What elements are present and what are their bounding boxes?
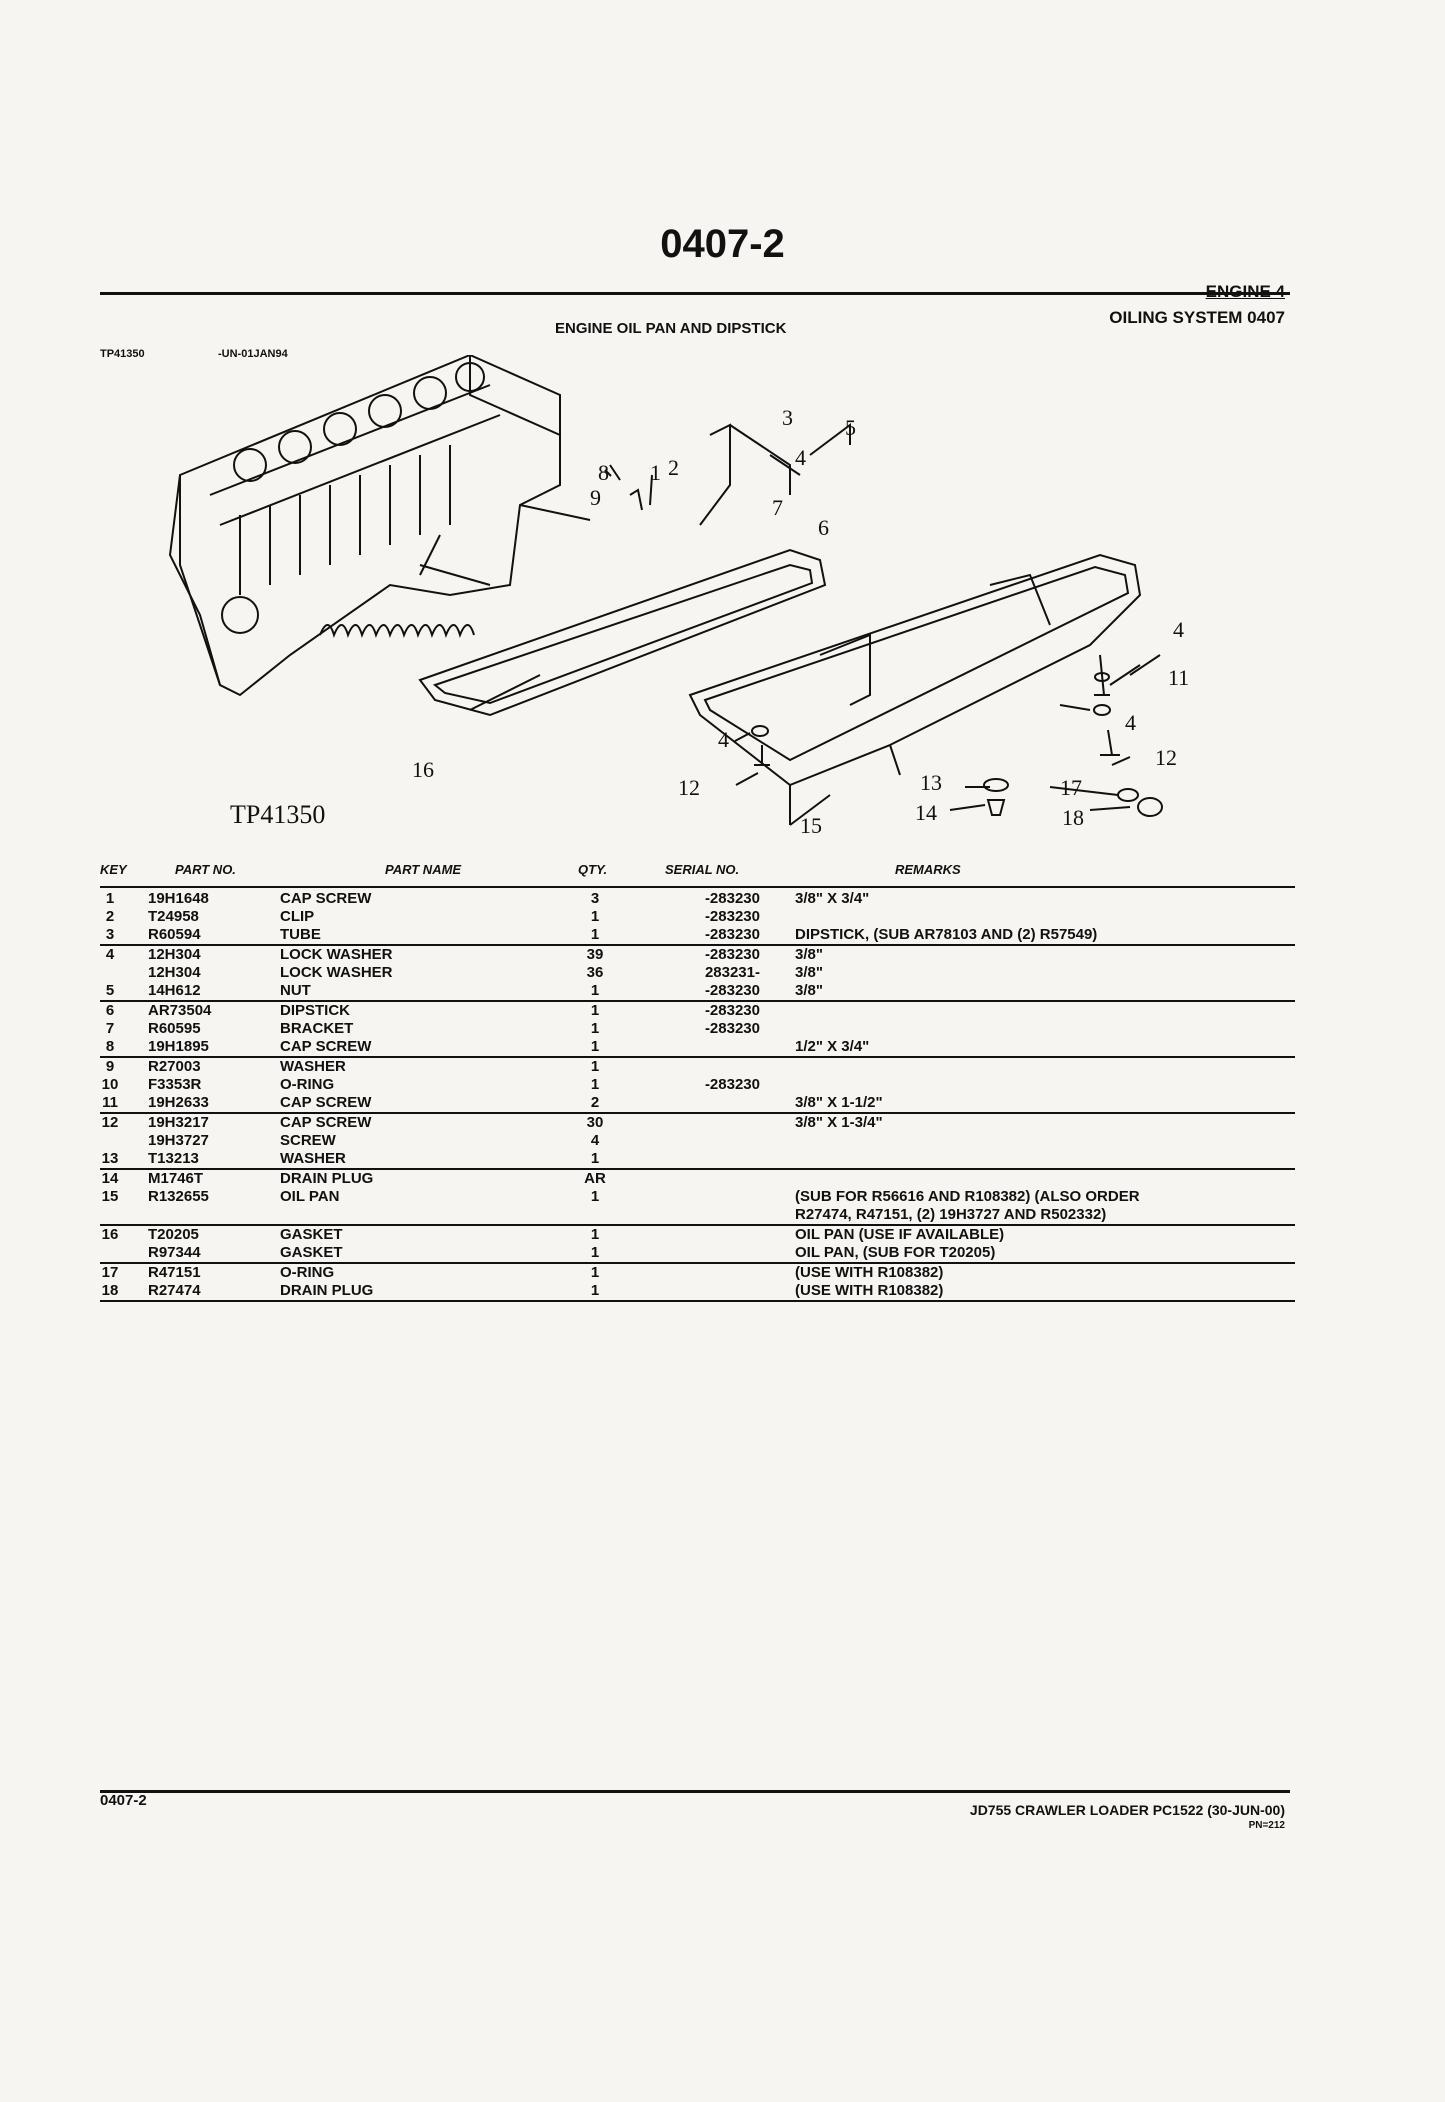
cell-key: 11 bbox=[102, 1094, 118, 1111]
cell-remarks: 3/8" X 3/4" bbox=[795, 890, 870, 907]
parts-table bbox=[100, 890, 1295, 1302]
callout-5: 5 bbox=[845, 415, 856, 440]
cell-part: R27003 bbox=[148, 1058, 201, 1075]
cell-part: 12H304 bbox=[148, 946, 201, 963]
cell-name: GASKET bbox=[280, 1244, 343, 1261]
page-title: ENGINE OIL PAN AND DIPSTICK bbox=[555, 320, 787, 337]
cell-part: 19H1895 bbox=[148, 1038, 209, 1055]
cell-qty: 1 bbox=[590, 1150, 600, 1167]
cell-qty: 2 bbox=[590, 1094, 600, 1111]
cell-qty: 3 bbox=[590, 890, 600, 907]
table-row bbox=[100, 1226, 1295, 1244]
cell-name: O-RING bbox=[280, 1264, 335, 1281]
figure-code: TP41350 bbox=[100, 348, 145, 360]
table-row bbox=[100, 1170, 1295, 1188]
cell-name: TUBE bbox=[280, 926, 321, 943]
table-row bbox=[100, 1188, 1295, 1206]
footer-page-number: 0407-2 bbox=[100, 1792, 147, 1809]
cell-qty: 1 bbox=[590, 1058, 600, 1075]
cell-name: OIL PAN bbox=[280, 1188, 340, 1205]
cell-key: 17 bbox=[101, 1264, 119, 1281]
cell-key: 6 bbox=[105, 1002, 115, 1019]
cell-name: CAP SCREW bbox=[280, 1038, 372, 1055]
table-row bbox=[100, 1002, 1295, 1020]
callout-4d: 4 bbox=[718, 727, 729, 752]
table-row bbox=[100, 1132, 1295, 1150]
cell-remarks: 1/2" X 3/4" bbox=[795, 1038, 870, 1055]
cell-serial: -283230 bbox=[704, 1020, 760, 1037]
cell-part: R27474 bbox=[148, 1282, 201, 1299]
cell-part: M1746T bbox=[148, 1170, 204, 1187]
cell-qty: 4 bbox=[590, 1132, 600, 1149]
callout-11: 11 bbox=[1168, 665, 1190, 690]
cell-name: CAP SCREW bbox=[280, 890, 372, 907]
diagram-drawing bbox=[90, 355, 1200, 845]
gasket-illustration bbox=[420, 550, 825, 715]
cell-name: WASHER bbox=[280, 1058, 346, 1075]
col-remarks: REMARKS bbox=[895, 862, 961, 877]
cell-part: 12H304 bbox=[148, 964, 201, 981]
cell-name: CAP SCREW bbox=[280, 1094, 372, 1111]
cell-part: R60595 bbox=[148, 1020, 201, 1037]
cell-key: 18 bbox=[101, 1282, 119, 1299]
cell-name: BRACKET bbox=[280, 1020, 354, 1037]
table-row bbox=[100, 1038, 1295, 1058]
cell-name: DIPSTICK bbox=[280, 1002, 351, 1019]
cell-serial: -283230 bbox=[704, 1076, 760, 1093]
cell-serial: -283230 bbox=[704, 890, 760, 907]
col-part-no: PART NO. bbox=[175, 862, 236, 877]
callout-17: 17 bbox=[1060, 775, 1082, 800]
cell-remarks: (USE WITH R108382) bbox=[795, 1282, 944, 1299]
table-top-rule bbox=[100, 886, 1295, 888]
cell-key: 5 bbox=[105, 982, 115, 999]
cell-key: 3 bbox=[105, 926, 115, 943]
cell-part: F3353R bbox=[148, 1076, 202, 1093]
cell-key: 8 bbox=[105, 1038, 115, 1055]
cell-part: 14H612 bbox=[148, 982, 201, 999]
cell-remarks: 3/8" X 1-3/4" bbox=[795, 1114, 883, 1131]
cell-qty: 1 bbox=[590, 982, 600, 999]
cell-qty: 30 bbox=[586, 1114, 604, 1131]
cell-qty: 1 bbox=[590, 1244, 600, 1261]
table-row bbox=[100, 1020, 1295, 1038]
table-row bbox=[100, 1282, 1295, 1302]
table-row bbox=[100, 1150, 1295, 1170]
table-row bbox=[100, 1206, 1295, 1226]
callout-4c: 4 bbox=[1125, 710, 1136, 735]
cell-part: AR73504 bbox=[148, 1002, 212, 1019]
cell-part: 19H2633 bbox=[148, 1094, 209, 1111]
cell-key: 7 bbox=[105, 1020, 115, 1037]
small-parts-illustration bbox=[752, 655, 1162, 816]
col-serial-no: SERIAL NO. bbox=[665, 862, 740, 877]
footer-page-code: PN=212 bbox=[1248, 1820, 1285, 1831]
cell-remarks: 3/8" bbox=[795, 946, 823, 963]
callout-4: 4 bbox=[795, 445, 806, 470]
cell-qty: 1 bbox=[590, 1076, 600, 1093]
cell-remarks: (USE WITH R108382) bbox=[795, 1264, 944, 1281]
cell-qty: 1 bbox=[590, 1002, 600, 1019]
cell-qty: 1 bbox=[590, 1188, 600, 1205]
cell-qty: 39 bbox=[586, 946, 604, 963]
cell-key: 2 bbox=[105, 908, 115, 925]
cell-qty: 1 bbox=[590, 1282, 600, 1299]
dipstick-illustration bbox=[520, 425, 850, 525]
cell-key: 16 bbox=[101, 1226, 119, 1243]
cell-name: LOCK WASHER bbox=[280, 964, 393, 981]
cell-name: GASKET bbox=[280, 1226, 343, 1243]
footer-rule bbox=[100, 1790, 1290, 1793]
cell-qty: 1 bbox=[590, 1020, 600, 1037]
cell-qty: 1 bbox=[590, 908, 600, 925]
cell-qty: 1 bbox=[590, 1038, 600, 1055]
callout-16: 16 bbox=[412, 757, 434, 782]
cell-part: T13213 bbox=[148, 1150, 199, 1167]
cell-key: 1 bbox=[105, 890, 115, 907]
cell-remarks: 3/8" bbox=[795, 964, 823, 981]
col-part-name: PART NAME bbox=[385, 862, 462, 877]
cell-name: O-RING bbox=[280, 1076, 335, 1093]
table-row bbox=[100, 1114, 1295, 1132]
cell-part: T20205 bbox=[148, 1226, 199, 1243]
footer-machine: JD755 CRAWLER LOADER PC1522 (30-JUN-00) bbox=[969, 1802, 1285, 1818]
callout-12b: 12 bbox=[678, 775, 700, 800]
cell-serial: -283230 bbox=[704, 946, 760, 963]
cell-remarks: OIL PAN, (SUB FOR T20205) bbox=[795, 1244, 996, 1261]
cell-qty: 1 bbox=[590, 1264, 600, 1281]
table-row bbox=[100, 982, 1295, 1002]
cell-name: WASHER bbox=[280, 1150, 346, 1167]
table-row bbox=[100, 1264, 1295, 1282]
callout-9: 9 bbox=[590, 485, 601, 510]
cell-remarks: R27474, R47151, (2) 19H3727 AND R502332) bbox=[795, 1206, 1107, 1223]
cell-remarks: 3/8" X 1-1/2" bbox=[795, 1094, 883, 1111]
callout-4b: 4 bbox=[1173, 617, 1184, 642]
cell-serial: 283231- bbox=[704, 964, 760, 981]
exploded-diagram bbox=[90, 355, 1200, 845]
cell-key: 4 bbox=[105, 946, 115, 963]
callout-2: 2 bbox=[668, 455, 679, 480]
figure-label: TP41350 bbox=[230, 800, 326, 829]
section-engine: ENGINE 4 bbox=[1205, 282, 1285, 301]
cell-key: 13 bbox=[101, 1150, 119, 1167]
callout-18: 18 bbox=[1062, 805, 1084, 830]
cell-part: R97344 bbox=[148, 1244, 201, 1261]
callout-12: 12 bbox=[1155, 745, 1177, 770]
cell-qty: AR bbox=[584, 1170, 606, 1187]
callout-1: 1 bbox=[650, 460, 661, 485]
callout-6: 6 bbox=[818, 515, 829, 540]
cell-remarks: 3/8" bbox=[795, 982, 823, 999]
table-row bbox=[100, 964, 1295, 982]
cell-key: 14 bbox=[101, 1170, 119, 1187]
cell-name: LOCK WASHER bbox=[280, 946, 393, 963]
table-row bbox=[100, 926, 1295, 946]
cell-qty: 1 bbox=[590, 926, 600, 943]
header-rule bbox=[100, 292, 1290, 295]
table-row bbox=[100, 946, 1295, 964]
callout-14: 14 bbox=[915, 800, 937, 825]
cell-name: DRAIN PLUG bbox=[280, 1282, 374, 1299]
section-oiling: OILING SYSTEM 0407 bbox=[1109, 308, 1285, 327]
callout-13: 13 bbox=[920, 770, 942, 795]
cell-name: NUT bbox=[280, 982, 311, 999]
cell-name: SCREW bbox=[280, 1132, 336, 1149]
callout-15: 15 bbox=[800, 813, 822, 838]
cell-serial: -283230 bbox=[704, 982, 760, 999]
page-number: 0407-2 bbox=[660, 222, 785, 266]
cell-qty: 36 bbox=[586, 964, 604, 981]
cell-qty: 1 bbox=[590, 1226, 600, 1243]
cell-name: CAP SCREW bbox=[280, 1114, 372, 1131]
table-row bbox=[100, 1076, 1295, 1094]
callout-3: 3 bbox=[782, 405, 793, 430]
table-row bbox=[100, 1244, 1295, 1264]
callout-7: 7 bbox=[772, 495, 783, 520]
cell-part: 19H3217 bbox=[148, 1114, 209, 1131]
col-qty: QTY. bbox=[578, 862, 608, 877]
cell-part: T24958 bbox=[148, 908, 199, 925]
cell-remarks: OIL PAN (USE IF AVAILABLE) bbox=[795, 1226, 1005, 1243]
engine-block-illustration bbox=[170, 355, 560, 695]
cell-part: 19H1648 bbox=[148, 890, 209, 907]
callout-8: 8 bbox=[598, 460, 609, 485]
col-key: KEY bbox=[100, 862, 127, 877]
figure-date: -UN-01JAN94 bbox=[218, 348, 288, 360]
table-row bbox=[100, 908, 1295, 926]
cell-part: 19H3727 bbox=[148, 1132, 209, 1149]
cell-part: R132655 bbox=[148, 1188, 209, 1205]
cell-key: 9 bbox=[105, 1058, 115, 1075]
cell-part: R47151 bbox=[148, 1264, 201, 1281]
cell-remarks: DIPSTICK, (SUB AR78103 AND (2) R57549) bbox=[795, 926, 1098, 943]
table-row bbox=[100, 1094, 1295, 1114]
cell-name: DRAIN PLUG bbox=[280, 1170, 374, 1187]
cell-key: 12 bbox=[101, 1114, 119, 1131]
cell-part: R60594 bbox=[148, 926, 201, 943]
table-row bbox=[100, 1058, 1295, 1076]
cell-serial: -283230 bbox=[704, 926, 760, 943]
cell-key: 10 bbox=[101, 1076, 119, 1093]
cell-serial: -283230 bbox=[704, 1002, 760, 1019]
table-row bbox=[100, 890, 1295, 908]
cell-name: CLIP bbox=[280, 908, 315, 925]
cell-serial: -283230 bbox=[704, 908, 760, 925]
cell-remarks: (SUB FOR R56616 AND R108382) (ALSO ORDER bbox=[795, 1188, 1140, 1205]
cell-key: 15 bbox=[101, 1188, 119, 1205]
